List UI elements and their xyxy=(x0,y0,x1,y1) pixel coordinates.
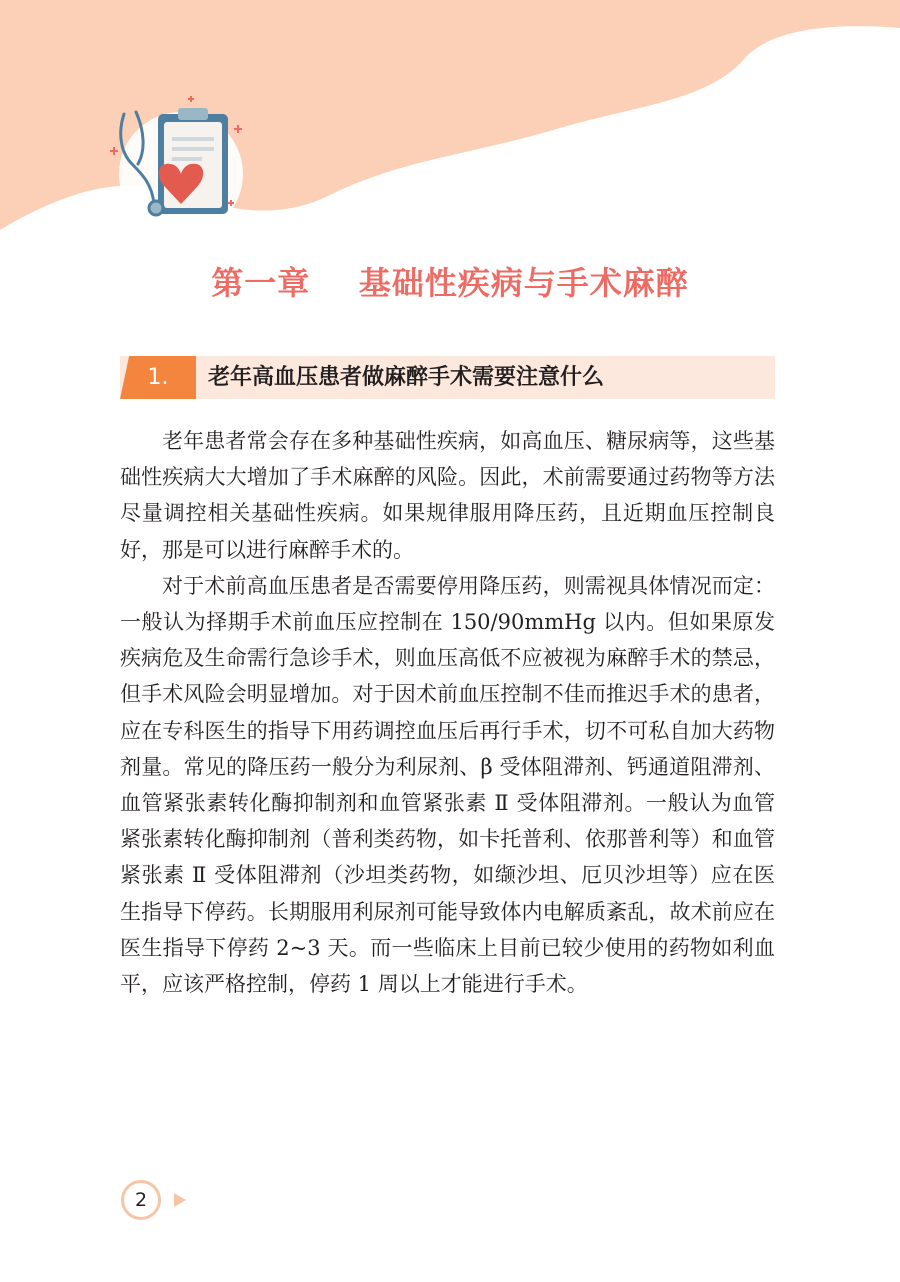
section-title: 老年高血压患者做麻醉手术需要注意什么 xyxy=(208,365,605,390)
section-number: 1. xyxy=(147,365,169,390)
chapter-title: 第一章 基础性疾病与手术麻醉 xyxy=(211,264,689,302)
page-number: 2 xyxy=(121,1180,161,1220)
clipboard-icon xyxy=(158,108,228,214)
section-heading xyxy=(120,356,775,399)
medical-illustration xyxy=(96,92,266,232)
body-text xyxy=(120,423,775,1002)
paragraph: 老年患者常会存在多种基础性疾病，如高血压、糖尿病等，这些基础性疾病大大增加了手术麻醉的风险。因此，术前需要通过药物等方法尽量调控相关基础性疾病。如果规律服用降压药，且近期血压控制良好，那是可以进行麻醉手术的。 xyxy=(120,429,775,562)
paragraph: 对于术前高血压患者是否需要停用降压药，则需视具体情况而定：一般认为择期手术前血压应控制在 150/90mmHg 以内。但如果原发疾病危及生命需行急诊手术，则血压高低不应被视为麻醉手术的禁忌，但手术风险会明显增加。对于因术前血压控制不佳而推迟手术的患者，应在专科医生的指导下用药调控血压后再行手术，切不可私自加大药物剂量。常见的降压药一般分为利尿剂、β 受体阻滞剂、钙通道阻滞剂、血管紧张素转化酶抑制剂和血管紧张素 Ⅱ 受体阻滞剂。一般认为血管紧张素转化酶抑制剂（普利类药物，如卡托普利、依那普利等）和血管紧张素 Ⅱ 受体阻滞剂（沙坦类药物，如缬沙坦、厄贝沙坦等）应在医生指导下停药。长期服用利尿剂可能导致体内电解质紊乱，故术前应在医生指导下停药 2~3 天。而一些临床上目前已较少使用的药物如利血平，应该严格控制，停药 1 周以上才能进行手术。 xyxy=(120,573,775,997)
page-arrow-icon xyxy=(174,1193,186,1207)
